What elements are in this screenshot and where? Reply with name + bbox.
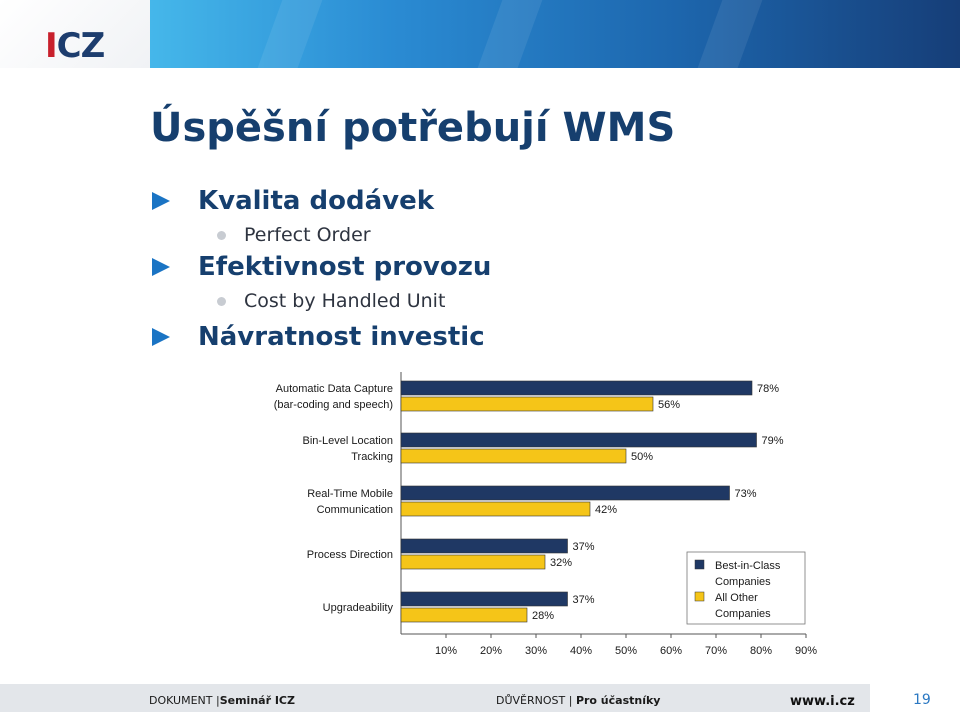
bar [401,592,568,606]
x-tick-label: 10% [434,645,458,657]
data-label: 37% [572,594,595,606]
data-label: 28% [532,610,555,622]
bullet-dot-icon [217,297,226,306]
bar [401,381,752,395]
category-label: Upgradeability [322,602,393,614]
bullet-list [150,183,710,355]
logo-text: ICZ [45,26,105,66]
bullet-label: Kvalita dodávek [198,186,434,216]
x-tick-label: 20% [479,645,503,657]
bar-chart [255,370,835,670]
x-tick-label: 70% [704,645,728,657]
legend-label: All Other [715,592,758,604]
x-tick-label: 80% [749,645,773,657]
header-bar [0,0,960,68]
bullet-label: Efektivnost provozu [198,252,492,282]
category-label: Tracking [351,451,393,463]
legend-label: Companies [715,576,771,588]
bar [401,433,757,447]
data-label: 50% [631,451,654,463]
x-tick-label: 90% [794,645,818,657]
bar [401,502,590,516]
bullet-item [150,319,710,355]
sub-bullet-item [150,219,710,249]
category-label: Bin-Level Location [302,435,393,447]
sub-bullet-label: Perfect Order [244,224,371,246]
play-arrow-icon [152,258,170,276]
data-label: 79% [761,435,784,447]
x-tick-label: 60% [659,645,683,657]
data-label: 37% [572,541,595,553]
play-arrow-icon [152,328,170,346]
bullet-label: Návratnost investic [198,322,485,352]
category-label: Real-Time Mobile [307,488,393,500]
category-label: Automatic Data Capture [275,383,393,395]
data-label: 42% [595,504,618,516]
x-tick-label: 40% [569,645,593,657]
bar [401,486,730,500]
header-band [150,0,960,68]
sub-bullet-label: Cost by Handled Unit [244,290,446,312]
legend-label: Companies [715,608,771,620]
category-label: (bar-coding and speech) [273,399,393,411]
footer-website: www.i.cz [790,694,855,709]
legend-label: Best-in-Class [715,560,781,572]
bar [401,555,545,569]
category-label: Communication [316,504,393,516]
bullet-item [150,183,710,219]
bar [401,608,527,622]
data-label: 56% [658,399,681,411]
category-label: Process Direction [306,549,393,561]
slide-title: Úspěšní potřebují WMS [150,105,676,151]
bullet-item [150,249,710,285]
data-label: 32% [550,557,573,569]
play-arrow-icon [152,192,170,210]
sub-bullet-item [150,285,710,315]
legend-swatch [695,560,704,569]
logo [0,0,150,68]
bar [401,449,626,463]
bar [401,539,568,553]
footer-document: DOKUMENT |Seminář ICZ [149,694,295,707]
data-label: 73% [734,488,757,500]
legend-swatch [695,592,704,601]
page-number-box [870,684,960,712]
footer [0,684,960,712]
bar [401,397,653,411]
data-label: 78% [757,383,780,395]
footer-confidentiality: DŮVĚRNOST | Pro účastníky [496,694,661,707]
page-number: 19 [913,692,931,708]
x-tick-label: 30% [524,645,548,657]
x-tick-label: 50% [614,645,638,657]
bullet-dot-icon [217,231,226,240]
